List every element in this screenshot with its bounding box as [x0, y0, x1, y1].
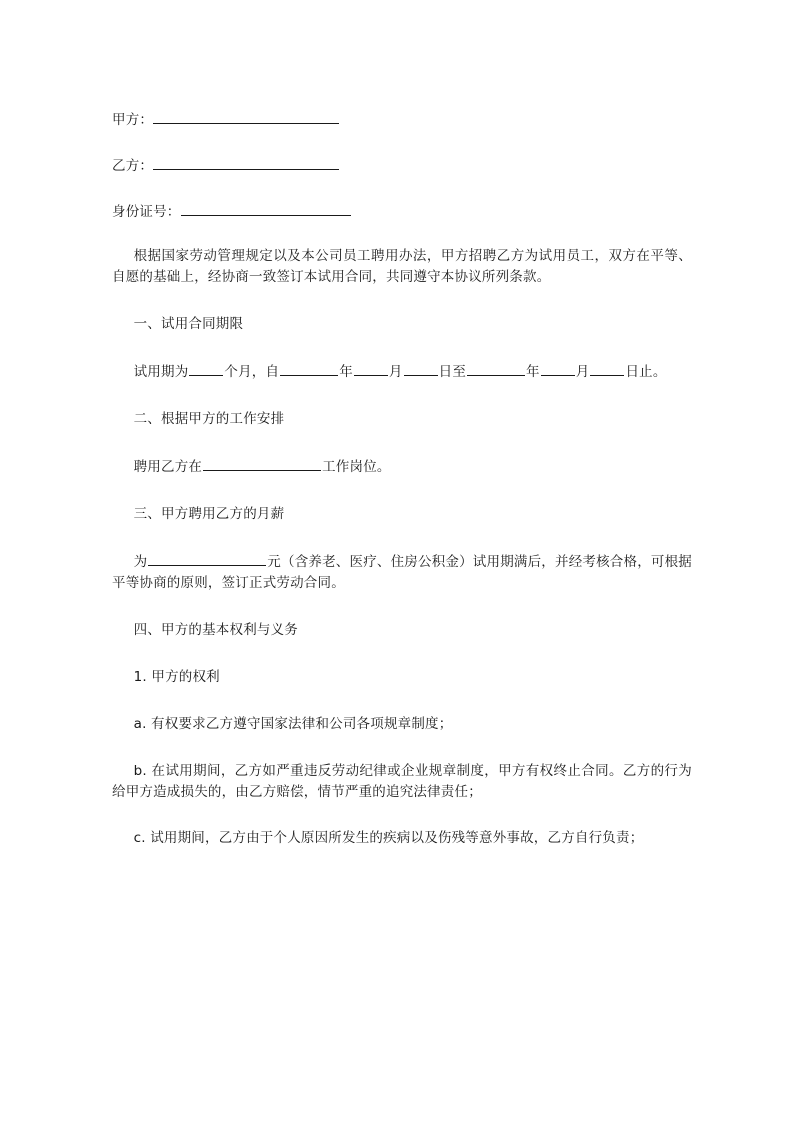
s3-text-a: 为 — [133, 553, 148, 570]
document-content — [112, 108, 692, 875]
field-party-a-blank[interactable] — [153, 110, 339, 125]
field-party-b — [112, 154, 692, 174]
s1-text-c: 年 — [339, 363, 353, 380]
intro-paragraph: 根据国家劳动管理规定以及本公司员工聘用办法，甲方招聘乙方为试用员工，双方在平等、自愿的基础上，经协商一致签订本试用合同，共同遵守本协议所列条款。 — [112, 248, 692, 285]
s1-blank-start-day[interactable] — [404, 361, 438, 376]
s1-blank-end-day[interactable] — [590, 361, 624, 376]
s1-blank-start-year[interactable] — [280, 361, 338, 376]
section-3-body — [112, 551, 692, 594]
s1-text-e: 日至 — [438, 363, 467, 380]
field-party-a-label: 甲方： — [112, 112, 154, 128]
s1-text-h: 日止。 — [625, 363, 667, 380]
section-4-item-c: c. 试用期间，乙方由于个人原因所发生的疾病以及伤残等意外事故，乙方自行负责； — [133, 830, 644, 847]
section-2-body — [112, 456, 692, 478]
s1-text-a: 试用期为 — [133, 363, 189, 380]
section-4-item-b: b. 在试用期间，乙方如严重违反劳动纪律或企业规章制度，甲方有权终止合同。乙方的行为给甲方造成损失的，由乙方赔偿，情节严重的追究法律责任； — [112, 762, 692, 800]
field-id-number-label: 身份证号： — [112, 204, 181, 220]
s1-blank-end-month[interactable] — [541, 361, 575, 376]
section-2-title: 二、根据甲方的工作安排 — [133, 410, 285, 427]
section-4-sub-1: 1. 甲方的权利 — [133, 668, 220, 685]
s1-text-d: 月 — [388, 363, 403, 380]
s1-blank-months[interactable] — [189, 361, 223, 376]
field-party-a — [112, 108, 692, 128]
s2-text-a: 聘用乙方在 — [133, 458, 203, 475]
s2-text-b: 工作岗位。 — [322, 458, 391, 475]
s2-blank-position[interactable] — [203, 456, 321, 471]
s3-text-b: 元（含养老、医疗、住房公积金）试用期满后，并经考核合格，可根据平等协商的原则，签订正式劳动合同。 — [112, 553, 692, 591]
s1-blank-start-month[interactable] — [354, 361, 388, 376]
s1-text-g: 月 — [575, 363, 590, 380]
section-4-item-a: a. 有权要求乙方遵守国家法律和公司各项规章制度； — [133, 715, 453, 732]
section-1-body — [112, 361, 692, 383]
field-party-b-label: 乙方： — [112, 158, 154, 174]
s3-blank-salary[interactable] — [148, 551, 266, 566]
field-party-b-blank[interactable] — [153, 156, 339, 171]
field-id-number — [112, 200, 692, 220]
section-1-title: 一、试用合同期限 — [133, 315, 244, 332]
section-4-title: 四、甲方的基本权利与义务 — [133, 621, 298, 638]
s1-text-f: 年 — [526, 363, 540, 380]
section-3-title: 三、甲方聘用乙方的月薪 — [133, 505, 285, 522]
s1-blank-end-year[interactable] — [467, 361, 525, 376]
s1-text-b: 个月，自 — [224, 363, 280, 380]
field-id-number-blank[interactable] — [181, 202, 351, 217]
